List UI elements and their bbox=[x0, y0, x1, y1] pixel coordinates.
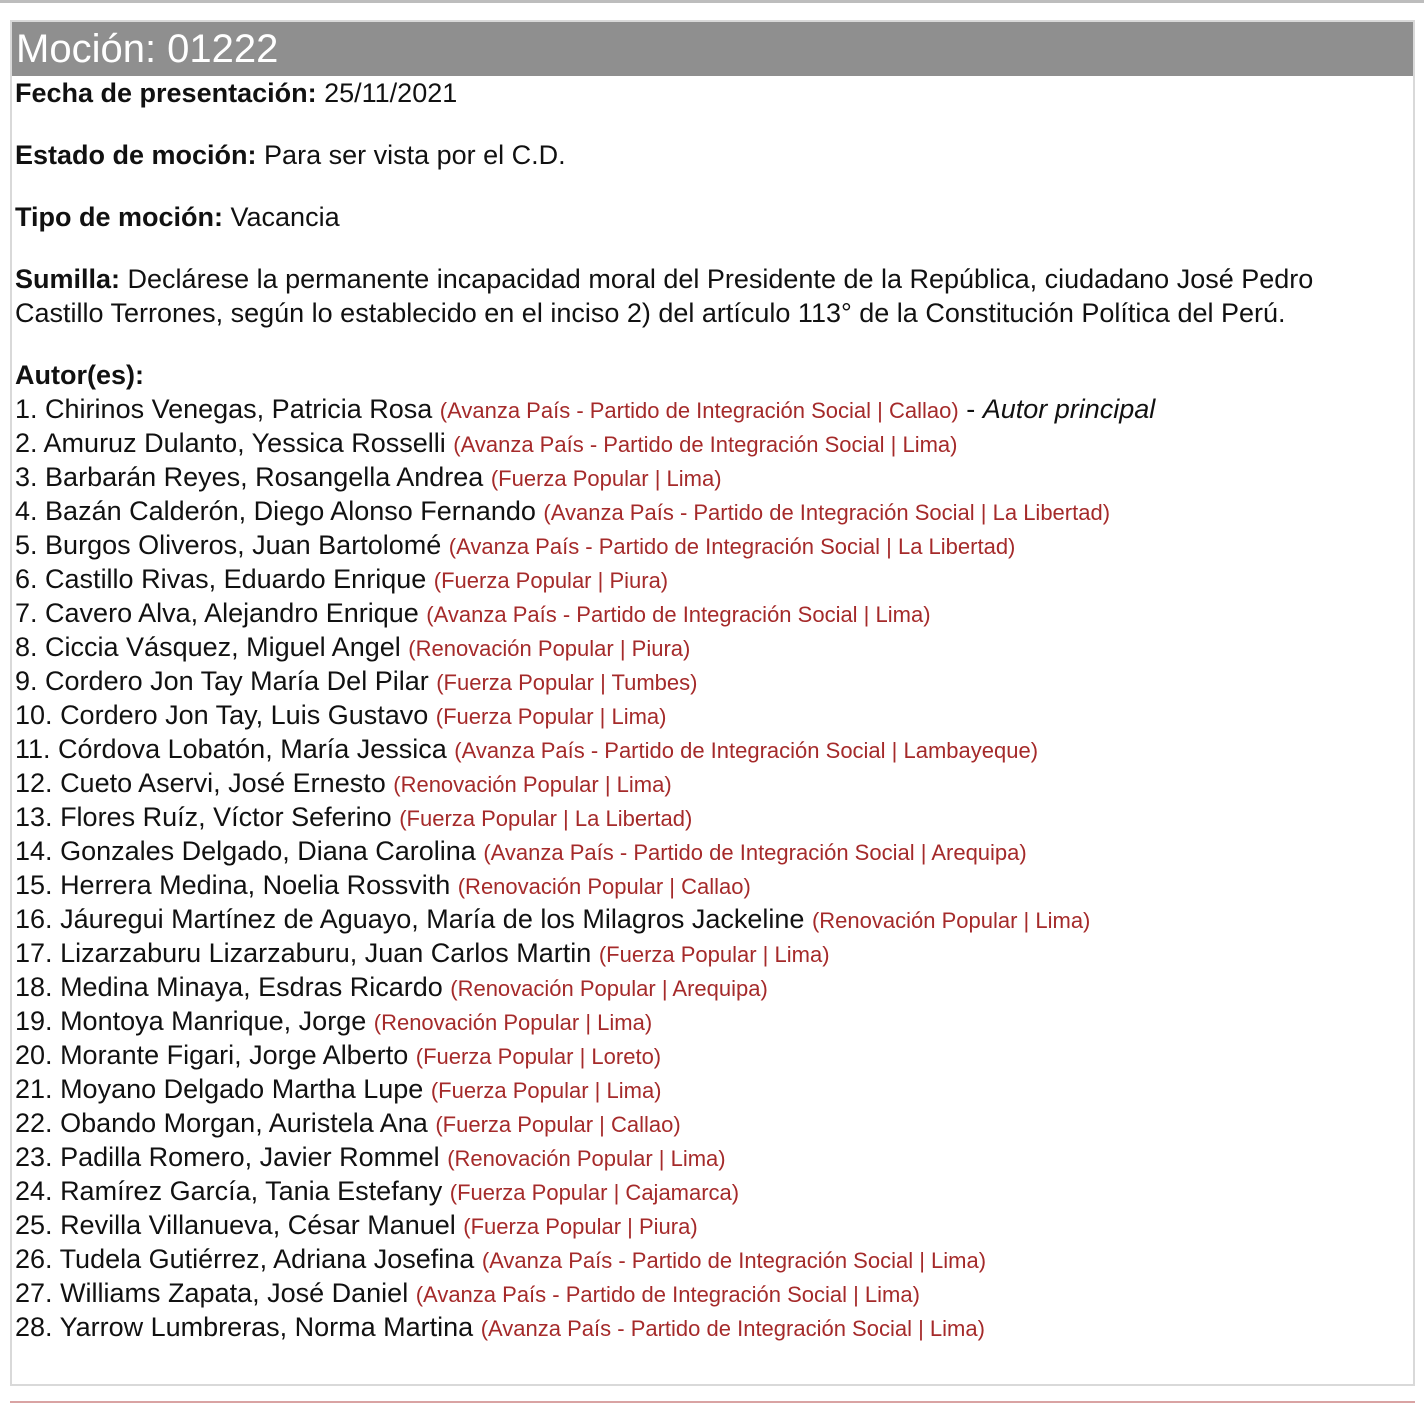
author-item bbox=[15, 1174, 1407, 1208]
author-name: Ramírez García, Tania Estefany bbox=[60, 1176, 443, 1206]
author-party: (Avanza País - Partido de Integración Social | Callao) bbox=[439, 398, 959, 423]
author-party: (Avanza País - Partido de Integración Social | Lima) bbox=[453, 432, 958, 457]
author-party: (Fuerza Popular | Tumbes) bbox=[436, 670, 698, 695]
author-party: (Renovación Popular | Lima) bbox=[393, 772, 672, 797]
author-number: 6. bbox=[15, 564, 38, 594]
author-number: 22. bbox=[15, 1108, 53, 1138]
author-number: 12. bbox=[15, 768, 53, 798]
author-item bbox=[15, 698, 1407, 732]
autores-label: Autor(es): bbox=[15, 360, 144, 390]
autores-heading bbox=[15, 358, 1407, 392]
author-number: 7. bbox=[15, 598, 38, 628]
author-item bbox=[15, 630, 1407, 664]
author-number: 13. bbox=[15, 802, 53, 832]
author-name: Moyano Delgado Martha Lupe bbox=[60, 1074, 424, 1104]
author-number: 18. bbox=[15, 972, 53, 1002]
motion-details bbox=[12, 76, 1413, 1344]
author-party: (Renovación Popular | Lima) bbox=[811, 908, 1091, 933]
author-item bbox=[15, 1004, 1407, 1038]
author-party: (Fuerza Popular | Piura) bbox=[463, 1214, 698, 1239]
author-party: (Avanza País - Partido de Integración Social | Lima) bbox=[480, 1316, 985, 1341]
author-item bbox=[15, 664, 1407, 698]
author-party: (Renovación Popular | Callao) bbox=[457, 874, 751, 899]
estado-label: Estado de moción: bbox=[15, 140, 257, 170]
author-party: (Fuerza Popular | Loreto) bbox=[415, 1044, 662, 1069]
sumilla-field bbox=[15, 262, 1407, 330]
author-party: (Avanza País - Partido de Integración Social | Lambayeque) bbox=[454, 738, 1039, 763]
author-party: (Fuerza Popular | Callao) bbox=[435, 1112, 681, 1137]
author-name: Cavero Alva, Alejandro Enrique bbox=[45, 598, 419, 628]
author-item bbox=[15, 596, 1407, 630]
author-number: 21. bbox=[15, 1074, 53, 1104]
author-name: Barbarán Reyes, Rosangella Andrea bbox=[45, 462, 484, 492]
author-name: Burgos Oliveros, Juan Bartolomé bbox=[45, 530, 442, 560]
author-item bbox=[15, 1310, 1407, 1344]
author-name: Chirinos Venegas, Patricia Rosa bbox=[45, 394, 433, 424]
author-name: Lizarzaburu Lizarzaburu, Juan Carlos Martin bbox=[60, 938, 592, 968]
author-party: (Avanza País - Partido de Integración Social | La Libertad) bbox=[448, 534, 1016, 559]
estado-field bbox=[15, 138, 1407, 172]
bottom-divider bbox=[10, 1401, 1415, 1403]
author-number: 4. bbox=[15, 496, 38, 526]
author-party: (Fuerza Popular | Lima) bbox=[598, 942, 830, 967]
author-name: Castillo Rivas, Eduardo Enrique bbox=[45, 564, 427, 594]
author-name: Obando Morgan, Auristela Ana bbox=[60, 1108, 428, 1138]
author-name: Jáuregui Martínez de Aguayo, María de los Milagros Jackeline bbox=[60, 904, 805, 934]
author-number: 14. bbox=[15, 836, 53, 866]
author-name: Ciccia Vásquez, Miguel Angel bbox=[45, 632, 401, 662]
author-item bbox=[15, 1140, 1407, 1174]
author-party: (Avanza País - Partido de Integración Social | Lima) bbox=[415, 1282, 920, 1307]
author-item bbox=[15, 1276, 1407, 1310]
fecha-value: 25/11/2021 bbox=[324, 78, 458, 108]
author-item bbox=[15, 1106, 1407, 1140]
author-number: 23. bbox=[15, 1142, 53, 1172]
author-number: 19. bbox=[15, 1006, 53, 1036]
author-name: Padilla Romero, Javier Rommel bbox=[60, 1142, 440, 1172]
author-item bbox=[15, 460, 1407, 494]
author-number: 16. bbox=[15, 904, 53, 934]
author-item bbox=[15, 494, 1407, 528]
author-party: (Fuerza Popular | Lima) bbox=[490, 466, 722, 491]
author-name: Williams Zapata, José Daniel bbox=[60, 1278, 409, 1308]
author-item bbox=[15, 392, 1407, 426]
author-number: 1. bbox=[15, 394, 38, 424]
author-item bbox=[15, 902, 1407, 936]
author-item bbox=[15, 562, 1407, 596]
author-number: 2. bbox=[15, 428, 38, 458]
author-name: Morante Figari, Jorge Alberto bbox=[60, 1040, 409, 1070]
author-number: 25. bbox=[15, 1210, 53, 1240]
author-number: 17. bbox=[15, 938, 53, 968]
author-party: (Avanza País - Partido de Integración Social | Lima) bbox=[426, 602, 931, 627]
author-name: Cordero Jon Tay María Del Pilar bbox=[45, 666, 429, 696]
author-name: Montoya Manrique, Jorge bbox=[60, 1006, 367, 1036]
author-party: (Fuerza Popular | Piura) bbox=[433, 568, 669, 593]
author-party: (Renovación Popular | Piura) bbox=[408, 636, 691, 661]
estado-value: Para ser vista por el C.D. bbox=[264, 140, 566, 170]
author-party: (Fuerza Popular | La Libertad) bbox=[399, 806, 693, 831]
fecha-label: Fecha de presentación: bbox=[15, 78, 317, 108]
author-party: (Renovación Popular | Lima) bbox=[447, 1146, 726, 1171]
author-name: Herrera Medina, Noelia Rossvith bbox=[60, 870, 451, 900]
author-item bbox=[15, 834, 1407, 868]
author-number: 9. bbox=[15, 666, 38, 696]
author-number: 27. bbox=[15, 1278, 53, 1308]
author-item bbox=[15, 800, 1407, 834]
author-item bbox=[15, 766, 1407, 800]
author-number: 5. bbox=[15, 530, 38, 560]
author-number: 15. bbox=[15, 870, 53, 900]
tipo-label: Tipo de moción: bbox=[15, 202, 223, 232]
author-item bbox=[15, 528, 1407, 562]
author-name: Revilla Villanueva, César Manuel bbox=[60, 1210, 456, 1240]
author-name: Córdova Lobatón, María Jessica bbox=[58, 734, 447, 764]
author-item bbox=[15, 936, 1407, 970]
motion-title: Moción: 01222 bbox=[12, 22, 1413, 76]
sumilla-label: Sumilla: bbox=[15, 264, 121, 294]
author-number: 3. bbox=[15, 462, 38, 492]
author-item bbox=[15, 1242, 1407, 1276]
fecha-field bbox=[15, 76, 1407, 110]
principal-author-tag: Autor principal bbox=[982, 394, 1156, 424]
author-party: (Avanza País - Partido de Integración Social | Lima) bbox=[481, 1248, 987, 1273]
author-number: 26. bbox=[15, 1244, 53, 1274]
author-party: (Fuerza Popular | Cajamarca) bbox=[449, 1180, 740, 1205]
author-name: Tudela Gutiérrez, Adriana Josefina bbox=[59, 1244, 475, 1274]
author-name: Medina Minaya, Esdras Ricardo bbox=[60, 972, 443, 1002]
author-item bbox=[15, 426, 1407, 460]
author-name: Gonzales Delgado, Diana Carolina bbox=[60, 836, 476, 866]
principal-separator: - bbox=[958, 394, 983, 424]
sumilla-value: Declárese la permanente incapacidad moral del Presidente de la República, ciudadano José Pedro Castillo Terrones, según lo establecido en el inciso 2) del artículo 113° de la Constitución Política del Perú. bbox=[15, 264, 1314, 328]
author-number: 8. bbox=[15, 632, 38, 662]
author-name: Cueto Aservi, José Ernesto bbox=[60, 768, 386, 798]
author-party: (Avanza País - Partido de Integración Social | La Libertad) bbox=[543, 500, 1111, 525]
author-item bbox=[15, 970, 1407, 1004]
tipo-field bbox=[15, 200, 1407, 234]
author-list bbox=[15, 392, 1407, 1344]
author-number: 28. bbox=[15, 1312, 53, 1342]
author-party: (Renovación Popular | Lima) bbox=[373, 1010, 653, 1035]
author-number: 10. bbox=[15, 700, 53, 730]
author-name: Bazán Calderón, Diego Alonso Fernando bbox=[45, 496, 536, 526]
author-name: Yarrow Lumbreras, Norma Martina bbox=[59, 1312, 474, 1342]
author-number: 24. bbox=[15, 1176, 53, 1206]
author-party: (Avanza País - Partido de Integración Social | Arequipa) bbox=[483, 840, 1027, 865]
author-name: Amuruz Dulanto, Yessica Rosselli bbox=[43, 428, 446, 458]
author-party: (Fuerza Popular | Lima) bbox=[430, 1078, 662, 1103]
author-party: (Fuerza Popular | Lima) bbox=[435, 704, 667, 729]
author-item bbox=[15, 732, 1407, 766]
author-name: Flores Ruíz, Víctor Seferino bbox=[60, 802, 392, 832]
author-item bbox=[15, 1072, 1407, 1106]
author-number: 20. bbox=[15, 1040, 53, 1070]
top-divider bbox=[0, 0, 1424, 3]
author-party: (Renovación Popular | Arequipa) bbox=[450, 976, 768, 1001]
author-item bbox=[15, 1038, 1407, 1072]
author-item bbox=[15, 868, 1407, 902]
author-number: 11. bbox=[15, 734, 51, 764]
author-item bbox=[15, 1208, 1407, 1242]
tipo-value: Vacancia bbox=[230, 202, 340, 232]
motion-panel bbox=[10, 20, 1415, 1386]
author-name: Cordero Jon Tay, Luis Gustavo bbox=[60, 700, 429, 730]
